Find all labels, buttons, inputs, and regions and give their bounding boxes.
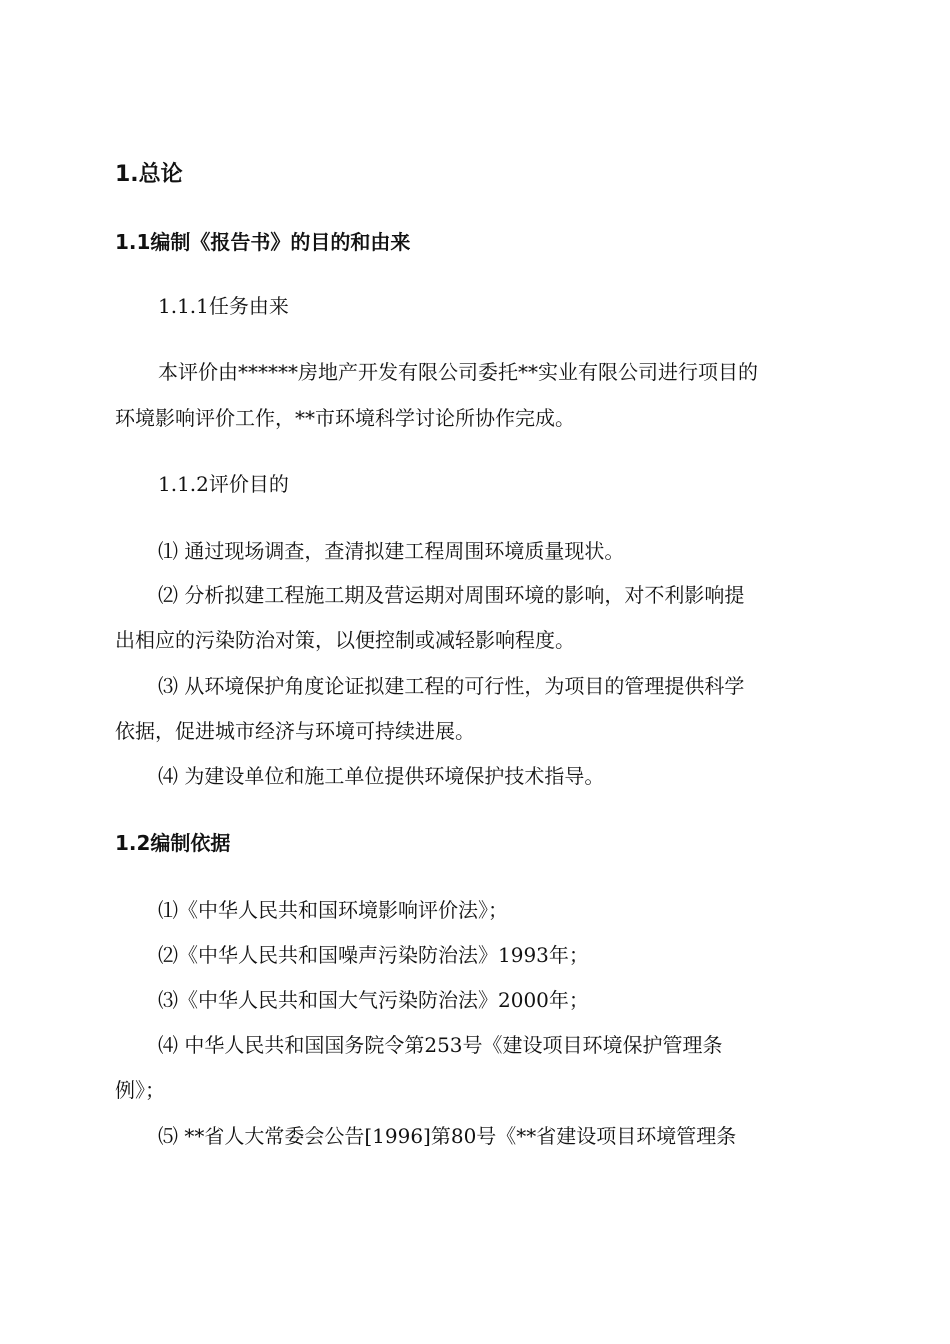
subsection-heading-1-1-2: 1.1.2评价目的 [158, 472, 289, 496]
subsection-heading-1-1-1: 1.1.1任务由来 [158, 294, 289, 318]
basis-item-5: ⑸ **省人大常委会公告[1996]第80号《**省建设项目环境管理条 [158, 1124, 737, 1148]
basis-item-2: ⑵《中华人民共和国噪声污染防治法》1993年； [158, 943, 589, 967]
purpose-item-2-line-1: ⑵ 分析拟建工程施工期及营运期对周围环境的影响，对不利影响提 [158, 583, 745, 607]
purpose-item-4: ⑷ 为建设单位和施工单位提供环境保护技术指导。 [158, 764, 605, 788]
section-heading-1-2: 1.2编制依据 [115, 831, 231, 855]
purpose-item-3-line-1: ⑶ 从环境保护角度论证拟建工程的可行性，为项目的管理提供科学 [158, 674, 745, 698]
origin-paragraph-line-1: 本评价由******房地产开发有限公司委托**实业有限公司进行项目的 [158, 360, 758, 384]
purpose-item-3-line-2: 依据，促进城市经济与环境可持续进展。 [115, 719, 475, 743]
section-heading-1-1: 1.1编制《报告书》的目的和由来 [115, 230, 411, 254]
chapter-heading: 1.总论 [115, 162, 183, 187]
basis-item-4-line-2: 例》； [115, 1078, 165, 1102]
purpose-item-2-line-2: 出相应的污染防治对策，以便控制或减轻影响程度。 [115, 628, 575, 652]
basis-item-1: ⑴《中华人民共和国环境影响评价法》； [158, 898, 508, 922]
basis-item-3: ⑶《中华人民共和国大气污染防治法》2000年； [158, 988, 589, 1012]
origin-paragraph-line-2: 环境影响评价工作，**市环境科学讨论所协作完成。 [115, 406, 575, 430]
purpose-item-1: ⑴ 通过现场调查，查清拟建工程周围环境质量现状。 [158, 539, 625, 563]
basis-item-4-line-1: ⑷ 中华人民共和国国务院令第253号《建设项目环境保护管理条 [158, 1033, 723, 1057]
